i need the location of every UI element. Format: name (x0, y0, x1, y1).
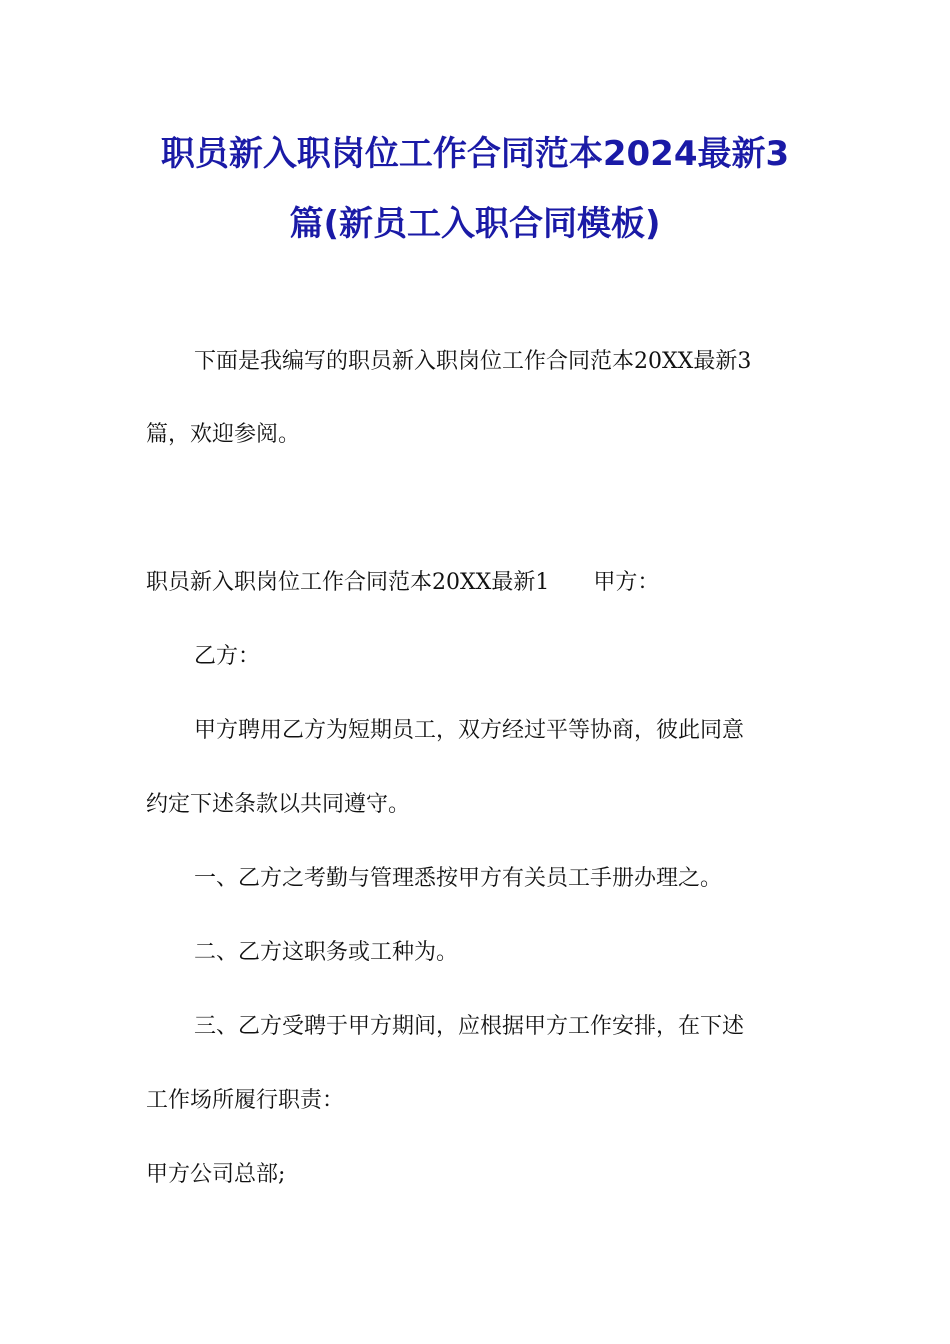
intro-paragraph-line-2: 篇，欢迎参阅。 (146, 422, 301, 447)
clause-2: 二、乙方这职务或工种为。 (194, 940, 459, 965)
clause-3-line-1: 三、乙方受聘于甲方期间，应根据甲方工作安排，在下述 (194, 1014, 745, 1039)
workplace-item: 甲方公司总部; (146, 1162, 286, 1187)
document-title-line-1: 职员新入职岗位工作合同范本2024最新3 (160, 134, 790, 174)
agreement-paragraph-line-1: 甲方聘用乙方为短期员工，双方经过平等协商，彼此同意 (194, 718, 745, 743)
intro-paragraph-line-1: 下面是我编写的职员新入职岗位工作合同范本20XX最新3 (194, 349, 752, 374)
agreement-paragraph-line-2: 约定下述条款以共同遵守。 (146, 792, 411, 817)
clause-1: 一、乙方之考勤与管理悉按甲方有关员工手册办理之。 (194, 866, 723, 891)
section-heading: 职员新入职岗位工作合同范本20XX最新1 甲方： (146, 570, 660, 595)
document-title-line-2: 篇(新员工入职合同模板) (289, 204, 661, 244)
party-b-line: 乙方： (194, 644, 261, 669)
clause-3-line-2: 工作场所履行职责： (146, 1088, 345, 1113)
